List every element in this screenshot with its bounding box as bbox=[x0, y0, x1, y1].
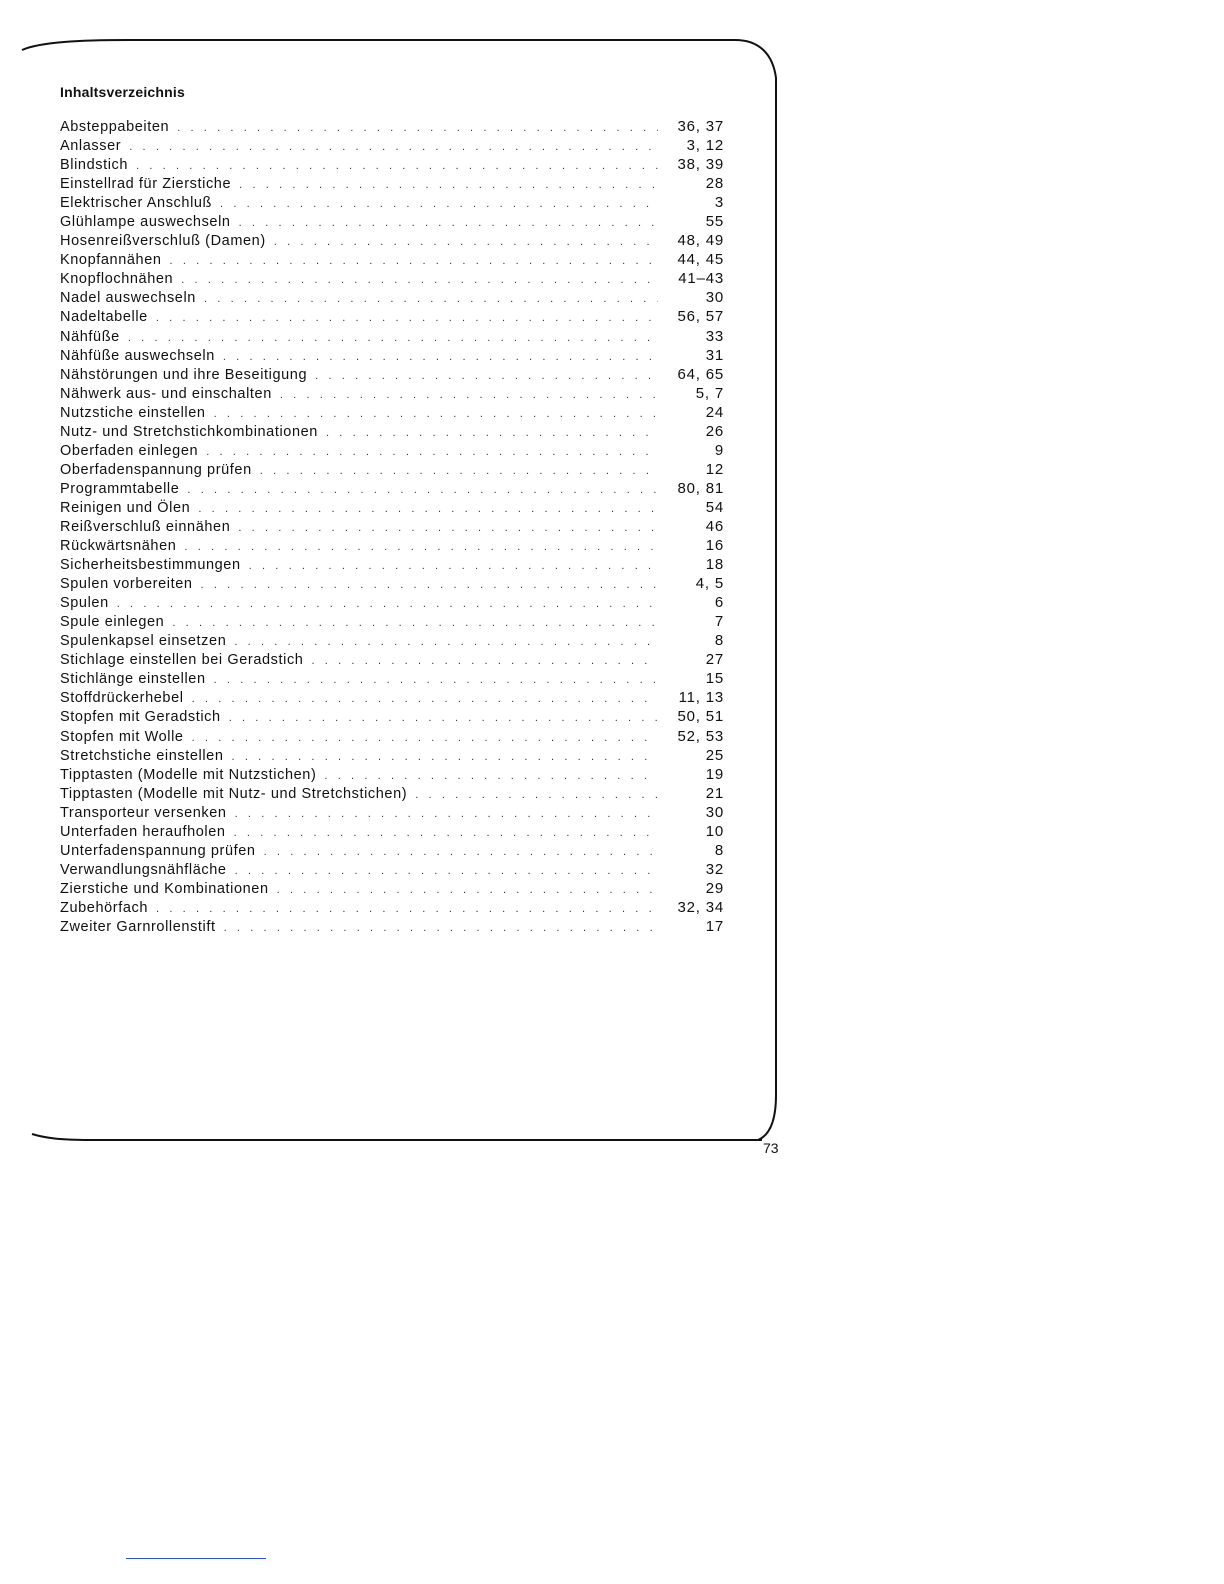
toc-entry bbox=[60, 842, 724, 861]
dot-leader bbox=[234, 636, 658, 648]
toc-entry-label: Nadel auswechseln bbox=[60, 290, 196, 307]
toc-entry-label: Spulen vorbereiten bbox=[60, 576, 193, 593]
toc-entry-pages: 80, 81 bbox=[677, 479, 724, 497]
toc-entry-pages: 38, 39 bbox=[677, 156, 724, 174]
toc-entry-label: Spulen bbox=[60, 595, 109, 612]
dot-leader bbox=[315, 370, 658, 382]
toc-entry bbox=[60, 785, 724, 804]
toc-entry bbox=[60, 232, 724, 251]
toc-entry-label: Stopfen mit Wolle bbox=[60, 728, 184, 745]
toc-entry-pages: 52, 53 bbox=[677, 727, 724, 745]
toc-entry bbox=[60, 804, 724, 823]
toc-entry-pages: 3, 12 bbox=[686, 137, 724, 155]
toc-entry bbox=[60, 480, 724, 499]
toc-entry-pages: 24 bbox=[705, 403, 724, 421]
dot-leader bbox=[172, 617, 658, 629]
toc-entry bbox=[60, 708, 724, 727]
toc-entry bbox=[60, 613, 724, 632]
toc-entry bbox=[60, 918, 724, 937]
dot-leader bbox=[206, 446, 658, 458]
toc-entry-pages: 12 bbox=[705, 460, 724, 478]
dot-leader bbox=[224, 922, 658, 934]
dot-leader bbox=[326, 427, 658, 439]
dot-leader bbox=[201, 579, 658, 591]
toc-entry-label: Nutz- und Stretchstichkombinationen bbox=[60, 423, 318, 440]
toc-entry-pages: 41–43 bbox=[678, 270, 724, 288]
toc-heading: Inhaltsverzeichnis bbox=[60, 84, 185, 100]
toc-entry-pages: 4, 5 bbox=[695, 575, 724, 593]
toc-entry bbox=[60, 823, 724, 842]
dot-leader bbox=[274, 236, 658, 248]
toc-entry-pages: 11, 13 bbox=[678, 689, 724, 707]
toc-entry-label: Knopfannähen bbox=[60, 252, 162, 269]
toc-entry bbox=[60, 575, 724, 594]
dot-leader bbox=[214, 674, 658, 686]
toc-entry-label: Blindstich bbox=[60, 157, 129, 174]
dot-leader bbox=[117, 598, 658, 610]
toc-entry-pages: 9 bbox=[714, 441, 724, 459]
toc-entry bbox=[60, 328, 724, 347]
toc-entry-pages: 54 bbox=[705, 498, 724, 516]
toc-entry-label: Anlasser bbox=[60, 138, 122, 155]
toc-entry-label: Programmtabelle bbox=[60, 480, 180, 497]
toc-entry-pages: 18 bbox=[705, 556, 724, 574]
toc-entry bbox=[60, 156, 724, 175]
toc-entry bbox=[60, 537, 724, 556]
dot-leader bbox=[220, 198, 658, 210]
toc-entry bbox=[60, 670, 724, 689]
toc-entry bbox=[60, 404, 724, 423]
toc-entry-label: Stretchstiche einstellen bbox=[60, 747, 224, 764]
toc-entry-label: Zweiter Garnrollenstift bbox=[60, 918, 216, 935]
toc-entry-pages: 3 bbox=[714, 194, 724, 212]
toc-entry-pages: 29 bbox=[705, 879, 724, 897]
toc-entry bbox=[60, 594, 724, 613]
dot-leader bbox=[229, 712, 658, 724]
toc-entry-label: Oberfadenspannung prüfen bbox=[60, 461, 252, 478]
toc-entry-label: Tipptasten (Modelle mit Nutz- und Stretchstichen) bbox=[60, 785, 408, 802]
toc-entry bbox=[60, 899, 724, 918]
toc-list bbox=[60, 118, 724, 937]
toc-entry-label: Stichlänge einstellen bbox=[60, 671, 206, 688]
toc-entry-label: Stopfen mit Geradstich bbox=[60, 709, 221, 726]
dot-leader bbox=[232, 751, 658, 763]
toc-entry-pages: 19 bbox=[705, 765, 724, 783]
toc-entry bbox=[60, 728, 724, 747]
dot-leader bbox=[198, 503, 658, 515]
dot-leader bbox=[177, 122, 658, 134]
toc-entry bbox=[60, 289, 724, 308]
toc-entry-label: Glühlampe auswechseln bbox=[60, 214, 231, 231]
toc-entry-label: Elektrischer Anschluß bbox=[60, 195, 213, 212]
toc-entry-pages: 25 bbox=[705, 746, 724, 764]
toc-entry bbox=[60, 689, 724, 708]
toc-entry-pages: 6 bbox=[714, 594, 724, 612]
toc-entry-label: Einstellrad für Zierstiche bbox=[60, 176, 232, 193]
toc-entry-pages: 5, 7 bbox=[695, 384, 724, 402]
toc-entry bbox=[60, 880, 724, 899]
toc-entry bbox=[60, 747, 724, 766]
toc-entry bbox=[60, 385, 724, 404]
toc-entry-pages: 30 bbox=[705, 289, 724, 307]
toc-entry bbox=[60, 423, 724, 442]
toc-entry bbox=[60, 308, 724, 327]
toc-entry-pages: 55 bbox=[705, 213, 724, 231]
toc-entry-pages: 32, 34 bbox=[677, 898, 724, 916]
toc-entry-pages: 44, 45 bbox=[677, 251, 724, 269]
dot-leader bbox=[249, 560, 658, 572]
toc-entry-label: Nähfüße auswechseln bbox=[60, 347, 215, 364]
dot-leader bbox=[238, 522, 658, 534]
toc-entry-label: Nähstörungen und ihre Beseitigung bbox=[60, 366, 308, 383]
toc-entry bbox=[60, 118, 724, 137]
toc-entry bbox=[60, 251, 724, 270]
dot-leader bbox=[239, 217, 658, 229]
dot-leader bbox=[311, 655, 658, 667]
toc-entry bbox=[60, 366, 724, 385]
toc-entry bbox=[60, 194, 724, 213]
dot-leader bbox=[181, 274, 658, 286]
toc-entry bbox=[60, 499, 724, 518]
toc-entry-pages: 15 bbox=[705, 670, 724, 688]
dot-leader bbox=[280, 389, 658, 401]
dot-leader bbox=[277, 884, 658, 896]
toc-entry-label: Knopflochnähen bbox=[60, 271, 174, 288]
toc-entry-label: Rückwärtsnähen bbox=[60, 538, 177, 555]
dot-leader bbox=[192, 693, 658, 705]
toc-entry-pages: 30 bbox=[705, 803, 724, 821]
dot-leader bbox=[264, 846, 658, 858]
dot-leader bbox=[156, 903, 658, 915]
toc-entry bbox=[60, 861, 724, 880]
dot-leader bbox=[235, 865, 658, 877]
dot-leader bbox=[204, 293, 658, 305]
dot-leader bbox=[187, 484, 658, 496]
dot-leader bbox=[223, 351, 658, 363]
dot-leader bbox=[260, 465, 658, 477]
toc-entry-pages: 56, 57 bbox=[677, 308, 724, 326]
toc-entry-pages: 31 bbox=[705, 346, 724, 364]
toc-entry-label: Verwandlungsnähfläche bbox=[60, 861, 227, 878]
toc-entry-pages: 17 bbox=[705, 917, 724, 935]
page-number: 73 bbox=[763, 1140, 779, 1156]
toc-entry-pages: 28 bbox=[705, 175, 724, 193]
dot-leader bbox=[234, 827, 658, 839]
dot-leader bbox=[324, 770, 658, 782]
toc-entry bbox=[60, 270, 724, 289]
toc-entry bbox=[60, 556, 724, 575]
dot-leader bbox=[214, 408, 658, 420]
toc-entry bbox=[60, 518, 724, 537]
toc-entry bbox=[60, 461, 724, 480]
toc-entry-pages: 48, 49 bbox=[677, 232, 724, 250]
toc-entry bbox=[60, 632, 724, 651]
toc-entry-label: Zubehörfach bbox=[60, 899, 149, 916]
toc-entry-label: Tipptasten (Modelle mit Nutzstichen) bbox=[60, 766, 317, 783]
toc-entry-label: Sicherheitsbestimmungen bbox=[60, 557, 241, 574]
toc-entry-label: Reinigen und Ölen bbox=[60, 499, 191, 516]
toc-entry-label: Unterfaden heraufholen bbox=[60, 823, 226, 840]
toc-entry-label: Reißverschluß einnähen bbox=[60, 518, 231, 535]
toc-entry bbox=[60, 766, 724, 785]
toc-entry-pages: 36, 37 bbox=[677, 118, 724, 135]
toc-entry bbox=[60, 651, 724, 670]
toc-entry-pages: 27 bbox=[705, 651, 724, 669]
toc-entry-label: Oberfaden einlegen bbox=[60, 442, 199, 459]
dot-leader bbox=[136, 160, 658, 172]
toc-entry-pages: 46 bbox=[705, 517, 724, 535]
toc-entry-pages: 50, 51 bbox=[677, 708, 724, 726]
toc-entry-label: Stichlage einstellen bei Geradstich bbox=[60, 652, 304, 669]
toc-entry bbox=[60, 347, 724, 366]
dot-leader bbox=[128, 332, 658, 344]
toc-entry-label: Nähfüße bbox=[60, 328, 120, 345]
toc-entry-label: Spulenkapsel einsetzen bbox=[60, 633, 227, 650]
toc-entry bbox=[60, 442, 724, 461]
toc-entry-label: Nutzstiche einstellen bbox=[60, 404, 206, 421]
toc-entry bbox=[60, 137, 724, 156]
dot-leader bbox=[235, 808, 658, 820]
dot-leader bbox=[184, 541, 658, 553]
toc-entry-pages: 21 bbox=[705, 784, 724, 802]
toc-entry-pages: 10 bbox=[705, 822, 724, 840]
toc-entry-pages: 26 bbox=[705, 422, 724, 440]
toc-entry-pages: 8 bbox=[714, 632, 724, 650]
dot-leader bbox=[415, 789, 658, 801]
dot-leader bbox=[129, 141, 658, 153]
dot-leader bbox=[170, 255, 658, 267]
toc-entry-label: Nadeltabelle bbox=[60, 309, 148, 326]
toc-entry-pages: 8 bbox=[714, 841, 724, 859]
dot-leader bbox=[156, 312, 658, 324]
toc-entry bbox=[60, 175, 724, 194]
toc-entry-label: Unterfadenspannung prüfen bbox=[60, 842, 256, 859]
toc-entry-pages: 33 bbox=[705, 327, 724, 345]
toc-entry-label: Zierstiche und Kombinationen bbox=[60, 880, 269, 897]
toc-entry-pages: 32 bbox=[705, 860, 724, 878]
toc-entry-label: Stoffdrückerhebel bbox=[60, 690, 184, 707]
toc-entry bbox=[60, 213, 724, 232]
toc-entry-pages: 7 bbox=[714, 613, 724, 631]
dot-leader bbox=[192, 732, 658, 744]
toc-entry-label: Spule einlegen bbox=[60, 614, 165, 631]
toc-entry-label: Hosenreißverschluß (Damen) bbox=[60, 233, 266, 250]
toc-entry-label: Absteppabeiten bbox=[60, 119, 170, 135]
toc-entry-pages: 64, 65 bbox=[677, 365, 724, 383]
toc-entry-label: Nähwerk aus- und einschalten bbox=[60, 385, 272, 402]
toc-entry-pages: 16 bbox=[705, 537, 724, 555]
toc-entry-label: Transporteur versenken bbox=[60, 804, 227, 821]
dot-leader bbox=[239, 179, 658, 191]
bottom-rule bbox=[126, 1558, 266, 1559]
